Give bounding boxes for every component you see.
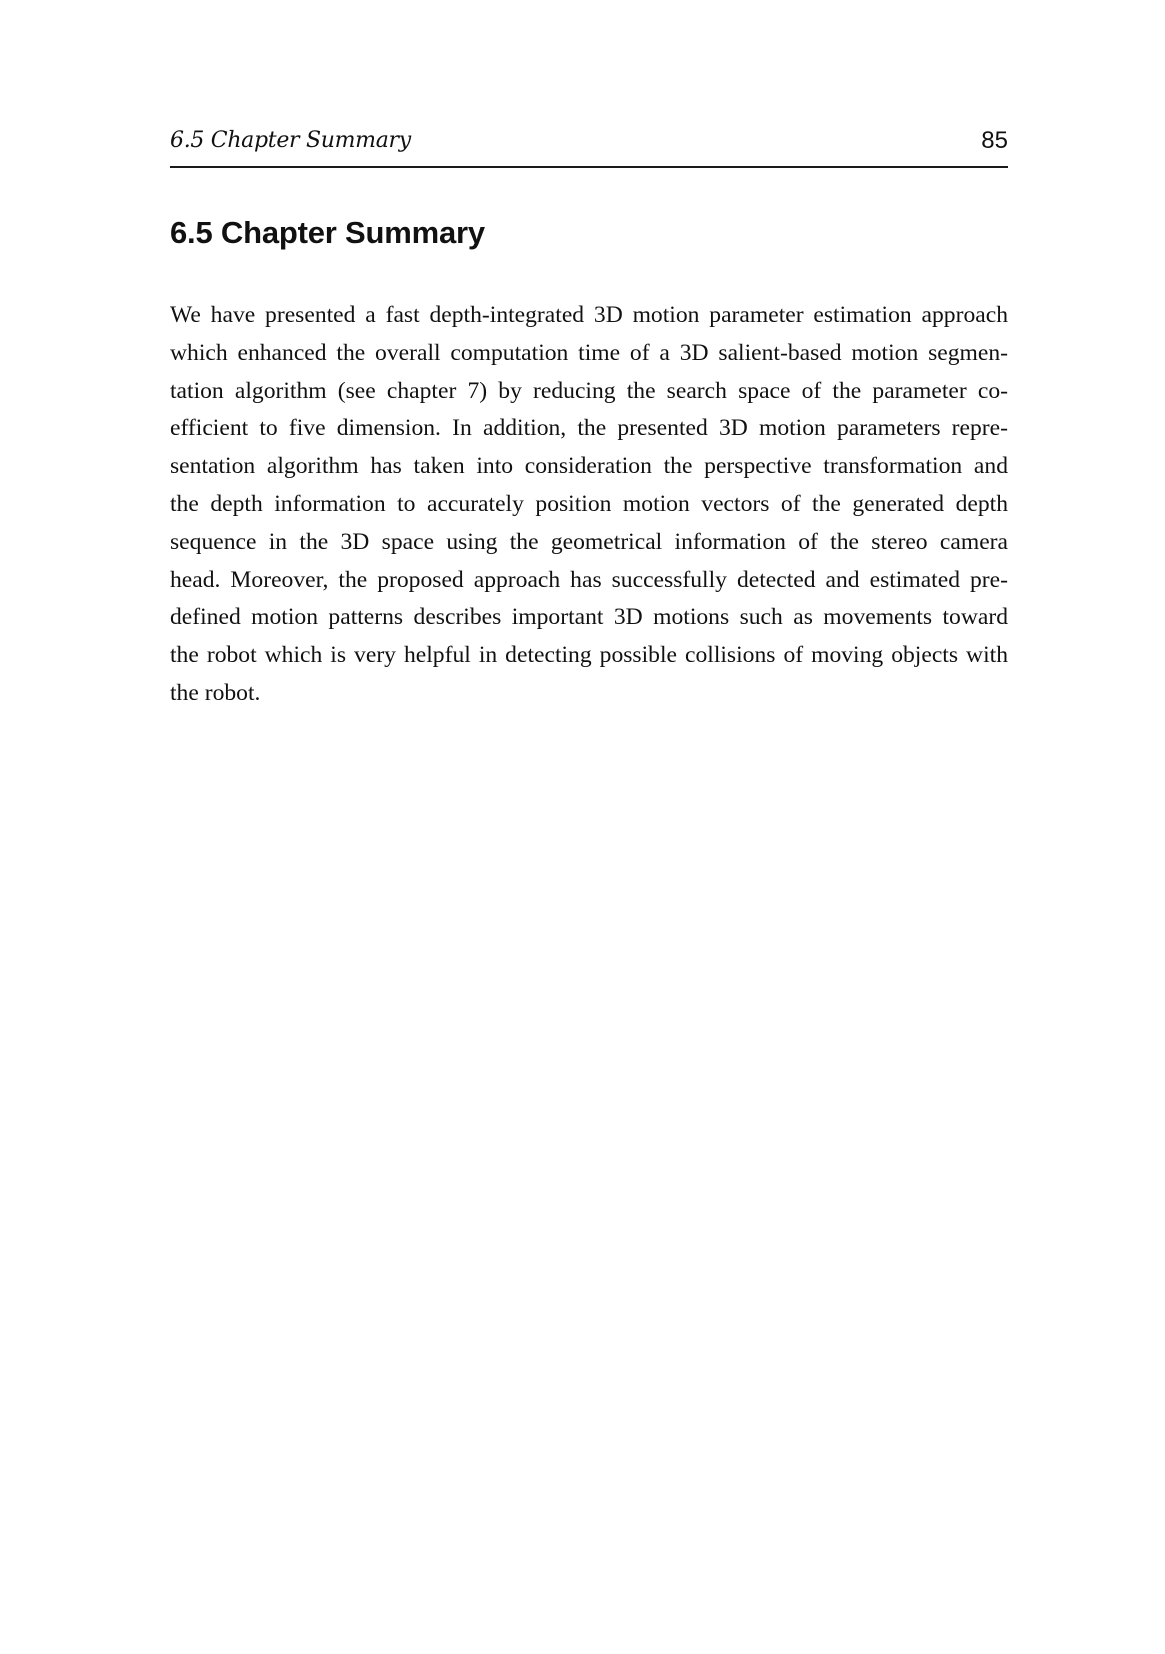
paragraph-line: We have presented a fast depth-integrated 3D motion parameter estimation approach [170,302,1008,328]
paragraph-line: the robot. [170,679,261,706]
paragraph-line: head. Moreover, the proposed approach has successfully detected and estimated pre- [170,566,1008,593]
summary-paragraph [170,297,1008,713]
section-heading: 6.5 Chapter Summary [170,215,485,250]
paragraph-line: the depth information to accurately position motion vectors of the generated depth [170,490,1008,517]
paragraph-line: sentation algorithm has taken into consideration the perspective transformation and [170,453,1008,480]
paragraph-line: sequence in the 3D space using the geometrical information of the stereo camera [170,528,1008,555]
paragraph-line: tation algorithm (see chapter 7) by reducing the search space of the parameter co- [170,377,1008,404]
header-title: 6.5 Chapter Summary [170,128,411,153]
paragraph-line: defined motion patterns describes important 3D motions such as movements toward [170,604,1008,631]
paragraph-line: which enhanced the overall computation time of a 3D salient-based motion segmen- [170,339,1008,366]
running-header [170,126,1008,168]
page-number: 85 [981,127,1008,154]
paragraph-line: the robot which is very helpful in detecting possible collisions of moving objects with [170,642,1008,669]
paragraph-line: efficient to five dimension. In addition, the presented 3D motion parameters repre- [170,415,1008,442]
